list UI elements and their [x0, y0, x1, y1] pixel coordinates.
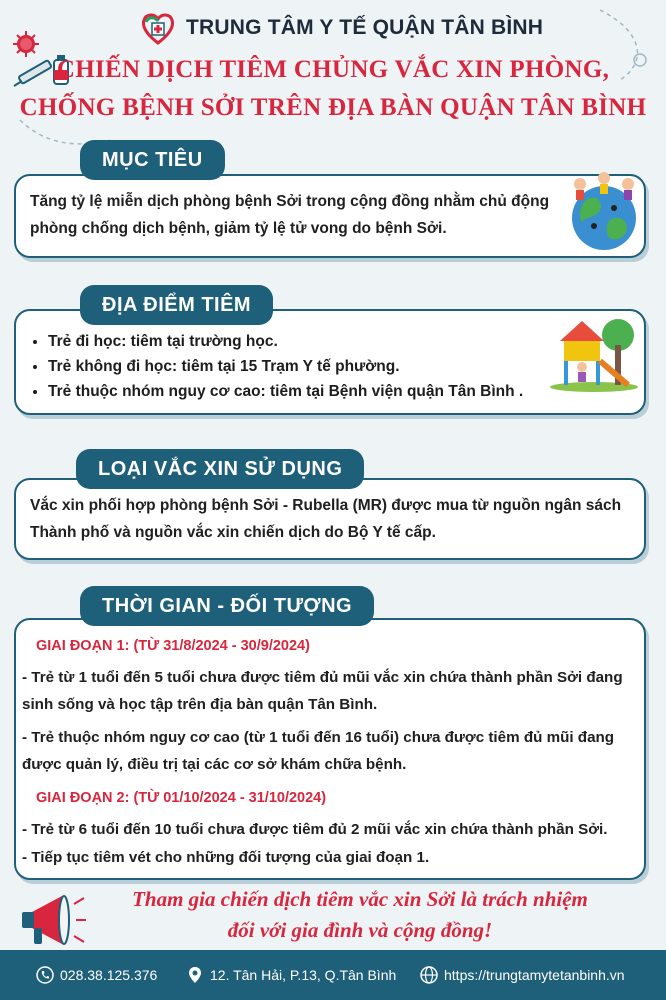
footer-website[interactable]: [420, 966, 625, 984]
footer-address: [186, 966, 396, 984]
organization-name: TRUNG TÂM Y TẾ QUẬN TÂN BÌNH: [186, 16, 544, 39]
vaccine-text: Vắc xin phối hợp phòng bệnh Sởi - Rubella (MR) được mua từ nguồn ngân sách Thành phố và nguồn vắc xin chiến dịch do Bộ Y tế cấp.: [30, 497, 622, 541]
phase-2-label: GIAI ĐOẠN 2: (TỪ 01/10/2024 - 31/10/2024): [36, 790, 327, 806]
megaphone-icon: [18, 890, 88, 950]
phase-1-item-1: - Trẻ từ 1 tuổi đến 5 tuổi chưa được tiêm đủ mũi vắc xin chứa thành phần Sởi đang sinh sống và học tập trên địa bàn quận Tân Bình.: [22, 669, 623, 713]
location-item-school: • Trẻ đi học: tiêm tại trường học.: [48, 329, 608, 354]
slogan-line-1: Tham gia chiến dịch tiêm vắc xin Sởi là trách nhiệm: [132, 887, 588, 911]
location-list: [28, 329, 608, 404]
page-title-line-2: CHỐNG BỆNH SỞI TRÊN ĐỊA BÀN QUẬN TÂN BÌNH: [19, 94, 647, 121]
location-item-ward: • Trẻ không đi học: tiêm tại 15 Trạm Y tế phường.: [48, 354, 608, 379]
location-pin-icon: [186, 966, 204, 984]
objective-heading: MỤC TIÊU: [80, 140, 225, 180]
objective-text: Tăng tỷ lệ miễn dịch phòng bệnh Sởi trong cộng đồng nhằm chủ động phòng chống dịch bệnh, giảm tỷ lệ tử vong do bệnh Sởi.: [30, 193, 550, 237]
phase-2-item-1: - Trẻ từ 6 tuổi đến 10 tuổi chưa được tiêm đủ 2 mũi vắc xin chứa thành phần Sởi.: [22, 821, 608, 838]
phase-1-label: GIAI ĐOẠN 1: (TỪ 31/8/2024 - 30/9/2024): [36, 638, 310, 654]
schedule-heading: THỜI GIAN - ĐỐI TƯỢNG: [80, 586, 374, 626]
phase-1-item-2: - Trẻ thuộc nhóm nguy cơ cao (từ 1 tuổi đến 16 tuổi) chưa được tiêm đủ mũi đang được quản lý, điều trị tại các cơ sở khám chữa bệnh.: [22, 729, 615, 773]
organization-header: [140, 8, 543, 48]
schedule-card: [14, 618, 646, 880]
phase-2-item-2: - Tiếp tục tiêm vét cho những đối tượng của giai đoạn 1.: [22, 849, 430, 866]
footer-phone[interactable]: [36, 966, 157, 984]
location-heading: ĐỊA ĐIỂM TIÊM: [80, 285, 273, 325]
vaccine-heading: LOẠI VẮC XIN SỬ DỤNG: [76, 449, 364, 489]
globe-icon: [420, 966, 438, 984]
page-title-line-1: CHIẾN DỊCH TIÊM CHỦNG VẮC XIN PHÒNG,: [56, 56, 610, 83]
slogan-line-2: đối với gia đình và cộng đồng!: [227, 918, 493, 942]
playground-icon: [548, 315, 640, 393]
footer-phone-text: 028.38.125.376: [60, 967, 158, 983]
vaccine-card: [14, 478, 646, 560]
footer: [0, 950, 666, 1000]
footer-website-text: https://trungtamytetanbinh.vn: [444, 967, 625, 983]
objective-card: [14, 174, 646, 258]
phone-icon: [36, 966, 54, 984]
footer-address-text: 12. Tân Hải, P.13, Q.Tân Bình: [210, 967, 397, 983]
globe-children-icon: [564, 170, 644, 256]
organization-logo-icon: [140, 10, 176, 46]
location-item-hospital: • Trẻ thuộc nhóm nguy cơ cao: tiêm tại Bệnh viện quận Tân Bình .: [48, 379, 608, 404]
